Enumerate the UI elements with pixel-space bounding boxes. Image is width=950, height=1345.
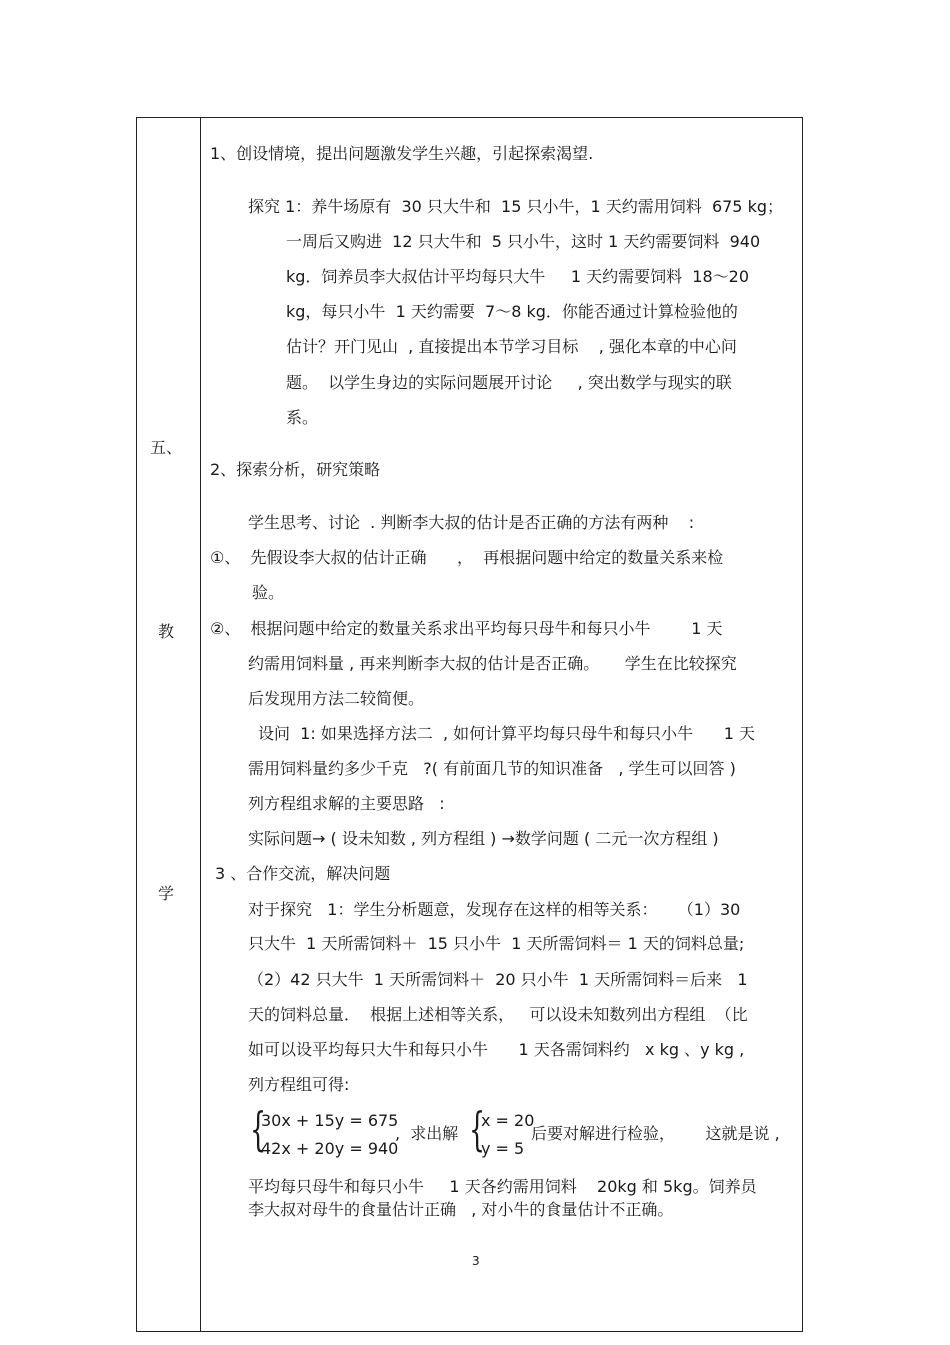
section3-line: 列方程组可得: bbox=[248, 1075, 350, 1094]
section3-line: 如可以设平均每只大牛和每只小牛 1 天各需饲料约 x kg 、y kg , bbox=[248, 1040, 745, 1059]
section1-line: kg．饲养员李大叔估计平均每只大牛 1 天约需要饲料 18～20 bbox=[286, 267, 750, 286]
verify-text: 后要对解进行检验， 这就是说 , bbox=[531, 1124, 780, 1143]
column-divider bbox=[200, 117, 201, 1332]
section2-line: ①、 先假设李大叔的估计正确 ， 再根据问题中给定的数量关系来检 bbox=[210, 548, 724, 567]
section2-line: 设问 1: 如果选择方法二 , 如何计算平均每只母牛和每只小牛 1 天 bbox=[258, 724, 755, 743]
equation-1: 30x + 15y = 675 bbox=[261, 1111, 399, 1130]
section2-line: 学生思考、讨论 . 判断李大叔的估计是否正确的方法有两种 : bbox=[248, 513, 695, 532]
section2-line: 后发现用方法二较简便。 bbox=[248, 689, 425, 708]
section1-line: 估计？开门见山 , 直接提出本节学习目标 , 强化本章的中心问 bbox=[286, 337, 737, 356]
section2-line: 约需用饲料量 , 再来判断李大叔的估计是否正确。 学生在比较探究 bbox=[248, 654, 737, 673]
section1-line: 题。 以学生身边的实际问题展开讨论 , 突出数学与现实的联 bbox=[286, 373, 732, 392]
section3-closing: 李大叔对母牛的食量估计正确 , 对小牛的食量估计不正确。 bbox=[248, 1200, 674, 1219]
equation-2: 42x + 20y = 940 bbox=[261, 1139, 399, 1158]
section3-line: 对于探究 1：学生分析题意，发现存在这样的相等关系： （1）30 bbox=[248, 900, 741, 919]
section2-line: 实际问题→ ( 设未知数 , 列方程组 ) →数学问题 ( 二元一次方程组 ) bbox=[248, 829, 719, 848]
section2-line: ②、 根据问题中给定的数量关系求出平均每只母牛和每只小牛 1 天 bbox=[210, 619, 723, 638]
section1-line: 探究 1：养牛场原有 30 只大牛和 15 只小牛，1 天约需用饲料 675 kg； bbox=[248, 197, 783, 216]
section3-closing: 平均每只母牛和每只小牛 1 天各约需用饲料 20kg 和 5kg。饲养员 bbox=[248, 1177, 757, 1196]
solution-x: x = 20 bbox=[481, 1111, 535, 1130]
section3-heading: 3 、合作交流，解决问题 bbox=[215, 864, 391, 883]
section2-line: 列方程组求解的主要思路 : bbox=[248, 794, 445, 813]
section3-line: （2）42 只大牛 1 天所需饲料＋ 20 只小牛 1 天所需饲料＝后来 1 bbox=[248, 970, 748, 989]
section1-line: kg，每只小牛 1 天约需要 7～8 kg．你能否通过计算检验他的 bbox=[286, 302, 738, 321]
section1-line: 系。 bbox=[286, 408, 319, 427]
left-brace-icon: { bbox=[469, 1102, 486, 1156]
section2-heading: 2、探索分析，研究策略 bbox=[210, 460, 381, 479]
section3-line: 天的饲料总量． 根据上述相等关系， 可以设未知数列出方程组 （比 bbox=[248, 1005, 748, 1024]
left-brace-icon: { bbox=[250, 1102, 267, 1156]
section1-line: 一周后又购进 12 只大牛和 5 只小牛，这时 1 天约需要饲料 940 bbox=[286, 232, 761, 251]
solve-text: , 求出解 bbox=[395, 1124, 459, 1143]
side-label-five: 五、 bbox=[150, 438, 183, 457]
page-number: 3 bbox=[472, 1254, 480, 1268]
section2-line: 需用饲料量约多少千克 ?( 有前面几节的知识准备 , 学生可以回答 ) bbox=[248, 759, 736, 778]
solution-y: y = 5 bbox=[481, 1139, 525, 1158]
side-label-teach: 教 bbox=[158, 622, 175, 641]
section2-line: 验。 bbox=[252, 583, 285, 602]
section3-line: 只大牛 1 天所需饲料＋ 15 只小牛 1 天所需饲料＝ 1 天的饲料总量; bbox=[248, 934, 745, 953]
section1-heading: 1、创设情境，提出问题激发学生兴趣，引起探索渴望. bbox=[210, 144, 594, 163]
side-label-learn: 学 bbox=[158, 884, 175, 903]
